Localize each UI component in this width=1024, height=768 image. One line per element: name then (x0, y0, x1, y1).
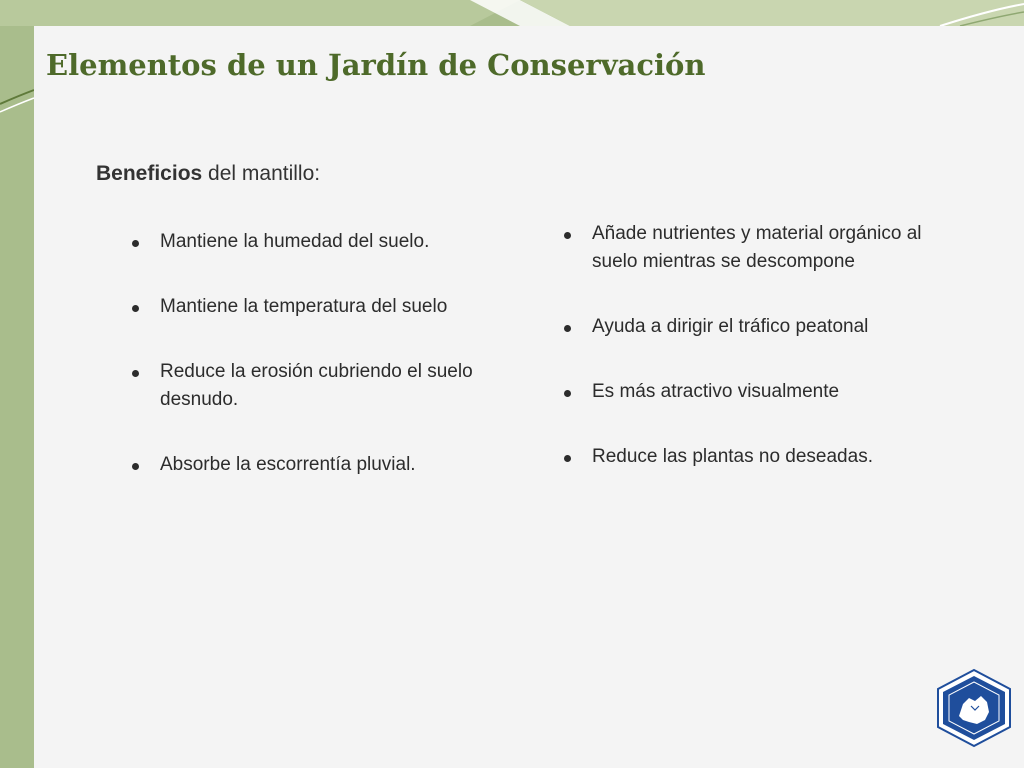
slide-canvas (34, 26, 1024, 768)
bullet-dot-icon (132, 370, 139, 377)
list-item (130, 228, 510, 256)
subheading-rest: del mantillo: (202, 162, 321, 185)
list-item-text: Mantiene la humedad del suelo. (160, 231, 430, 252)
list-item (562, 378, 962, 406)
list-item (130, 358, 510, 414)
list-item-text: Reduce la erosión cubriendo el suelo desnudo. (160, 361, 473, 410)
bullet-dot-icon (564, 455, 571, 462)
list-item-text: Reduce las plantas no deseadas. (592, 446, 873, 467)
list-item-text: Absorbe la escorrentía pluvial. (160, 454, 416, 475)
list-item (130, 451, 510, 479)
list-item (562, 220, 962, 276)
organization-seal-logo (935, 668, 1013, 748)
bullet-dot-icon (132, 305, 139, 312)
right-bullet-list (562, 220, 962, 508)
list-item-text: Ayuda a dirigir el tráfico peatonal (592, 316, 869, 337)
list-item (130, 293, 510, 321)
list-item-text: Añade nutrientes y material orgánico al suelo mientras se descompone (592, 223, 922, 272)
left-bullet-list (130, 228, 510, 516)
subheading (96, 162, 320, 186)
bullet-dot-icon (564, 325, 571, 332)
list-item (562, 313, 962, 341)
subheading-bold: Beneficios (96, 162, 203, 185)
bullet-dot-icon (564, 232, 571, 239)
list-item-text: Mantiene la temperatura del suelo (160, 296, 448, 317)
bullet-dot-icon (564, 390, 571, 397)
bullet-dot-icon (132, 463, 139, 470)
slide-title: Elementos de un Jardín de Conservación (46, 48, 706, 82)
bullet-dot-icon (132, 240, 139, 247)
list-item (562, 443, 962, 471)
list-item-text: Es más atractivo visualmente (592, 381, 840, 402)
